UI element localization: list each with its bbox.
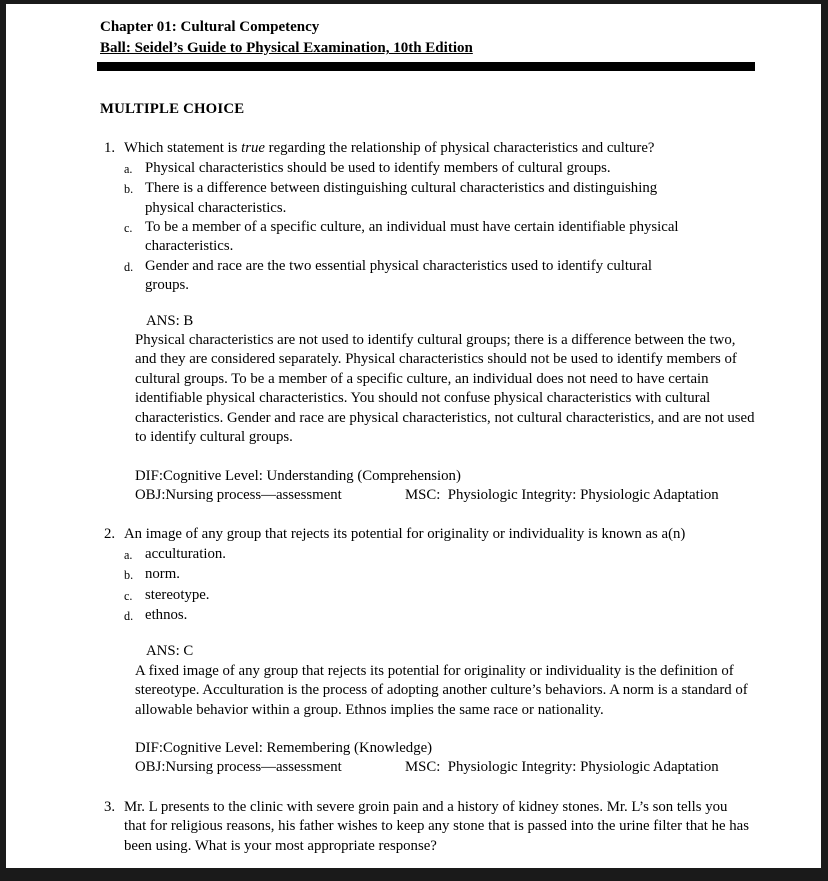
document-content <box>100 17 768 856</box>
meta-msc: MSC: Physiologic Integrity: Physiologic Adaptation <box>405 486 719 503</box>
question-2-number: 2. <box>104 526 116 543</box>
question-2-stem: An image of any group that rejects its potential for originality or individuality is known as a(n) <box>124 526 686 543</box>
question-3-number: 3. <box>104 798 116 815</box>
question-1-stem-row <box>100 139 768 158</box>
question-1-stem-pre: Which statement is <box>124 140 242 157</box>
question-1-meta <box>135 467 768 506</box>
question-2-answer <box>100 642 768 720</box>
question-1-stem-post: regarding the relationship of physical characteristics and culture? <box>264 140 655 157</box>
question-2-meta <box>135 739 768 778</box>
section-heading: MULTIPLE CHOICE <box>100 101 245 117</box>
option-letter: c. <box>124 588 133 603</box>
option-row <box>124 606 768 626</box>
question-2 <box>100 525 768 777</box>
option-row <box>124 218 768 257</box>
meta-dif: DIF:Cognitive Level: Remembering (Knowledge) <box>135 739 433 756</box>
chapter-title: Chapter 01: Cultural Competency <box>100 19 320 35</box>
option-letter: d. <box>124 608 134 623</box>
option-text: There is a difference between distinguishing cultural characteristics and distinguishing physical characteristics. <box>145 180 658 216</box>
question-1-options <box>100 159 768 296</box>
option-row <box>124 159 768 179</box>
question-2-options <box>100 545 768 627</box>
question-3-stem: Mr. L presents to the clinic with severe groin pain and a history of kidney stones. Mr. L’s son tells you that for religious reasons, his father wishes to keep any stone that is passed into the urine filter that he has been using. What is your most appropriate response? <box>124 798 750 854</box>
option-text: To be a member of a specific culture, an individual must have certain identifiable physical characteristics. <box>145 219 679 255</box>
meta-msc: MSC: Physiologic Integrity: Physiologic Adaptation <box>405 759 719 776</box>
option-letter: a. <box>124 547 133 562</box>
document-header <box>100 17 768 59</box>
option-letter: b. <box>124 182 134 197</box>
question-3 <box>100 798 768 856</box>
question-1 <box>100 139 768 505</box>
option-text: Physical characteristics should be used to identify members of cultural groups. <box>145 159 611 176</box>
question-1-answer <box>100 312 768 448</box>
question-1-stem-italic: true <box>241 140 265 157</box>
option-letter: a. <box>124 161 133 176</box>
meta-obj: OBJ:Nursing process—assessment <box>135 486 342 503</box>
meta-obj: OBJ:Nursing process—assessment <box>135 759 342 776</box>
option-row <box>124 545 768 565</box>
meta-dif: DIF:Cognitive Level: Understanding (Comprehension) <box>135 467 461 484</box>
question-1-number: 1. <box>104 140 116 157</box>
document-page <box>6 4 821 868</box>
option-text: ethnos. <box>145 606 188 623</box>
option-text: Gender and race are the two essential physical characteristics used to identify cultural groups. <box>145 257 652 294</box>
option-row <box>124 586 768 606</box>
option-row <box>124 565 768 585</box>
question-2-stem-row <box>100 525 768 544</box>
option-row <box>124 257 768 296</box>
option-text: stereotype. <box>145 586 210 603</box>
option-letter: c. <box>124 221 133 236</box>
answer-rationale: A fixed image of any group that rejects its potential for originality or individuality is the definition of stereotype. Acculturation is the process of adopting another culture’s behaviors. A norm is a standard of allowable behavior within a group. Ethnos implies the same race or nationality. <box>135 662 748 718</box>
answer-label: ANS: C <box>146 643 194 660</box>
answer-label: ANS: B <box>146 312 194 329</box>
option-letter: d. <box>124 259 134 274</box>
question-1-stem <box>124 139 749 158</box>
option-text: acculturation. <box>145 545 226 562</box>
option-text: norm. <box>145 566 180 583</box>
header-divider <box>97 62 755 71</box>
option-letter: b. <box>124 568 134 583</box>
book-title: Ball: Seidel’s Guide to Physical Examination, 10th Edition <box>100 40 473 56</box>
question-3-stem-row <box>100 798 768 856</box>
answer-rationale: Physical characteristics are not used to identify cultural groups; there is a difference between the two, and they are considered separately. Physical characteristics should not be used to identify members of cultural groups. To be a member of a specific culture, an individual does not need to have certain identifiable physical characteristics. You should not confuse physical characteristics with cultural characteristics. Gender and race are physical characteristics, not cultural characteristics, and are not used to identify cultural groups. <box>135 332 755 446</box>
option-row <box>124 179 768 218</box>
